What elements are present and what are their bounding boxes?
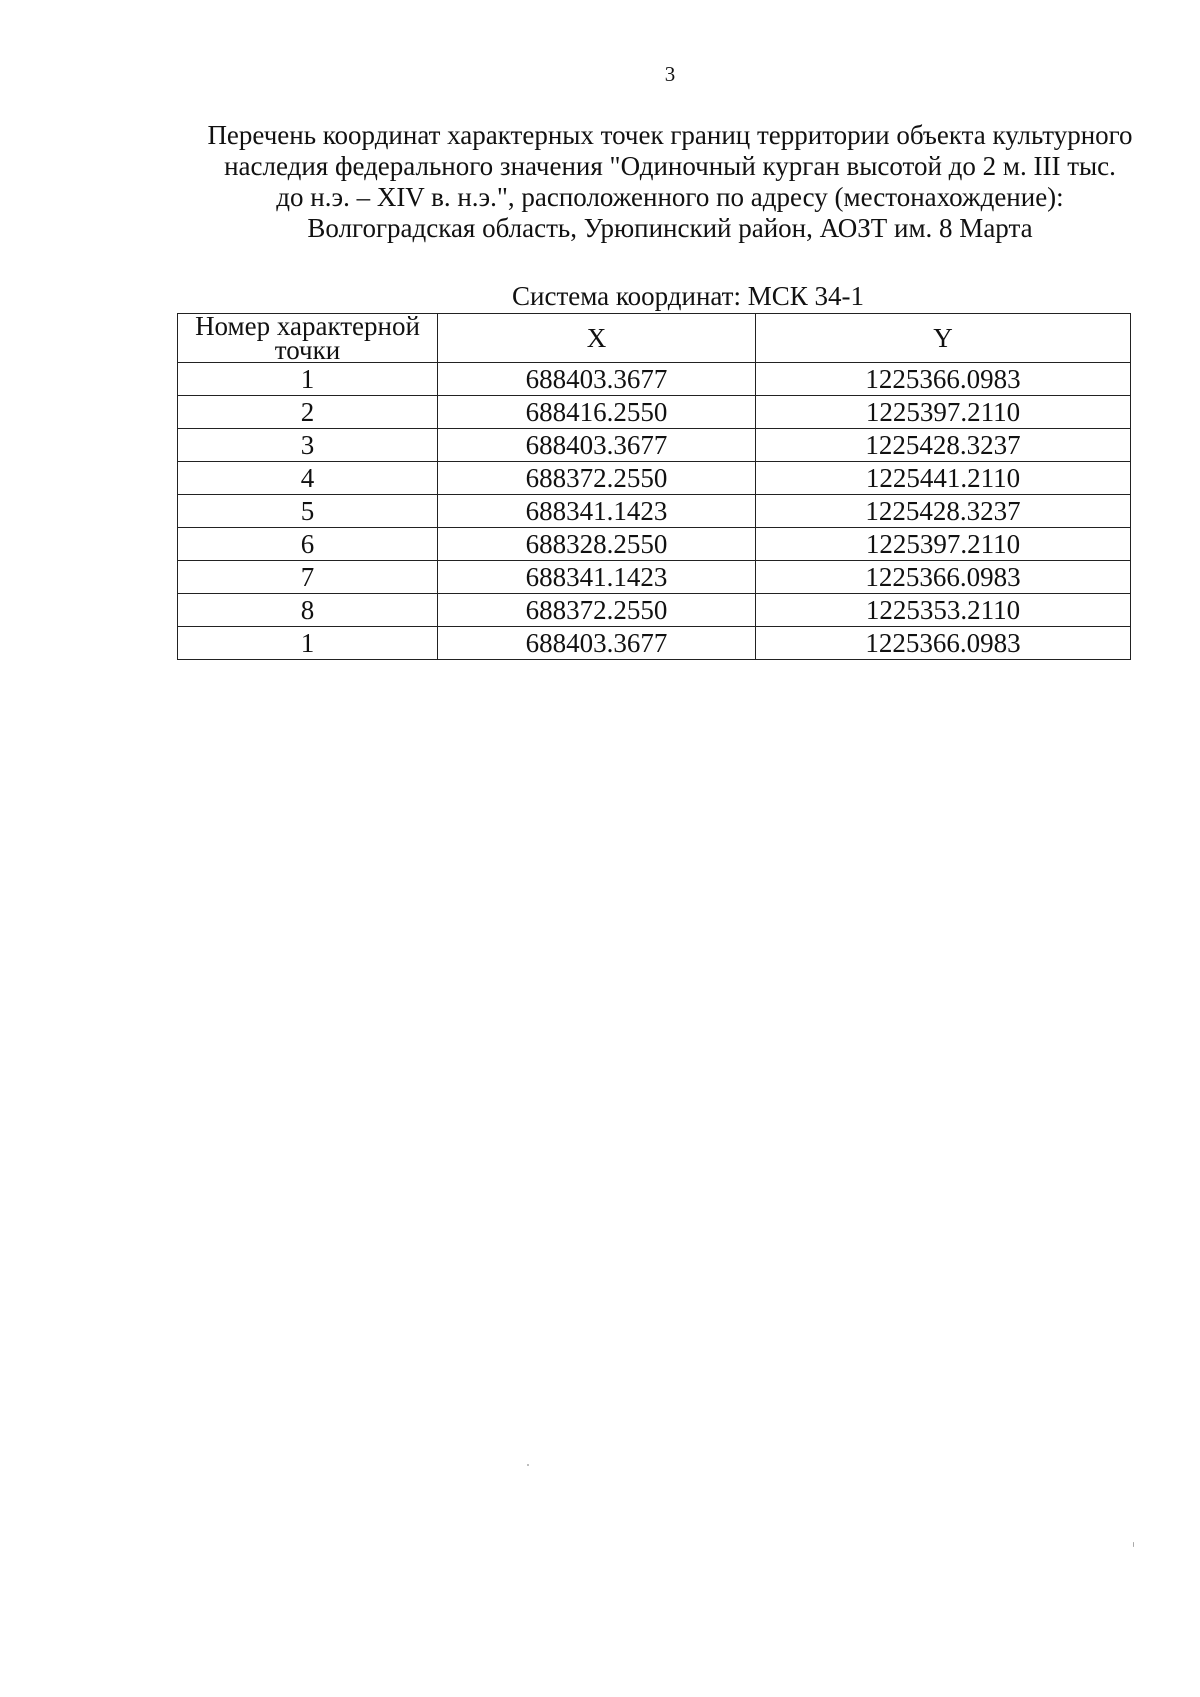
header-x: X	[438, 314, 756, 363]
table-row	[178, 429, 1131, 462]
cell-x: 688328.2550	[438, 528, 756, 561]
page-number: 3	[664, 62, 676, 86]
cell-x: 688403.3677	[438, 627, 756, 660]
table-row	[178, 396, 1131, 429]
header-point-number: Номер характерной точки	[178, 314, 438, 363]
title-line: наследия федерального значения "Одиночный курган высотой до 2 м. III тыс.	[224, 151, 1116, 181]
cell-point-number: 8	[178, 594, 438, 627]
cell-point-number: 1	[178, 363, 438, 396]
scan-speck	[527, 1464, 529, 1466]
cell-x: 688403.3677	[438, 363, 756, 396]
table-header-row	[178, 314, 1131, 363]
cell-y: 1225366.0983	[756, 561, 1131, 594]
table-row	[178, 363, 1131, 396]
table-row	[178, 561, 1131, 594]
cell-y: 1225441.2110	[756, 462, 1131, 495]
cell-point-number: 2	[178, 396, 438, 429]
cell-point-number: 3	[178, 429, 438, 462]
cell-x: 688341.1423	[438, 561, 756, 594]
cell-x: 688341.1423	[438, 495, 756, 528]
cell-x: 688372.2550	[438, 594, 756, 627]
cell-point-number: 6	[178, 528, 438, 561]
cell-point-number: 1	[178, 627, 438, 660]
cell-y: 1225366.0983	[756, 363, 1131, 396]
table-row	[178, 462, 1131, 495]
cell-point-number: 4	[178, 462, 438, 495]
cell-y: 1225397.2110	[756, 396, 1131, 429]
table-row	[178, 627, 1131, 660]
cell-point-number: 5	[178, 495, 438, 528]
coordinates-table	[177, 313, 1131, 660]
coordinate-system-caption: Система координат: МСК 34-1	[512, 281, 864, 311]
cell-y: 1225397.2110	[756, 528, 1131, 561]
table-row	[178, 594, 1131, 627]
cell-point-number: 7	[178, 561, 438, 594]
document-title	[160, 120, 1180, 244]
title-line: Волгоградская область, Урюпинский район, АОЗТ им. 8 Марта	[307, 213, 1033, 243]
cell-x: 688416.2550	[438, 396, 756, 429]
header-y: Y	[756, 314, 1131, 363]
cell-y: 1225366.0983	[756, 627, 1131, 660]
table-row	[178, 495, 1131, 528]
scan-speck	[1133, 1542, 1134, 1547]
cell-y: 1225428.3237	[756, 495, 1131, 528]
title-line: Перечень координат характерных точек границ территории объекта культурного	[207, 120, 1133, 150]
title-line: до н.э. – XIV в. н.э.", расположенного по адресу (местонахождение):	[276, 182, 1064, 212]
cell-x: 688403.3677	[438, 429, 756, 462]
cell-y: 1225428.3237	[756, 429, 1131, 462]
table-row	[178, 528, 1131, 561]
cell-x: 688372.2550	[438, 462, 756, 495]
cell-y: 1225353.2110	[756, 594, 1131, 627]
